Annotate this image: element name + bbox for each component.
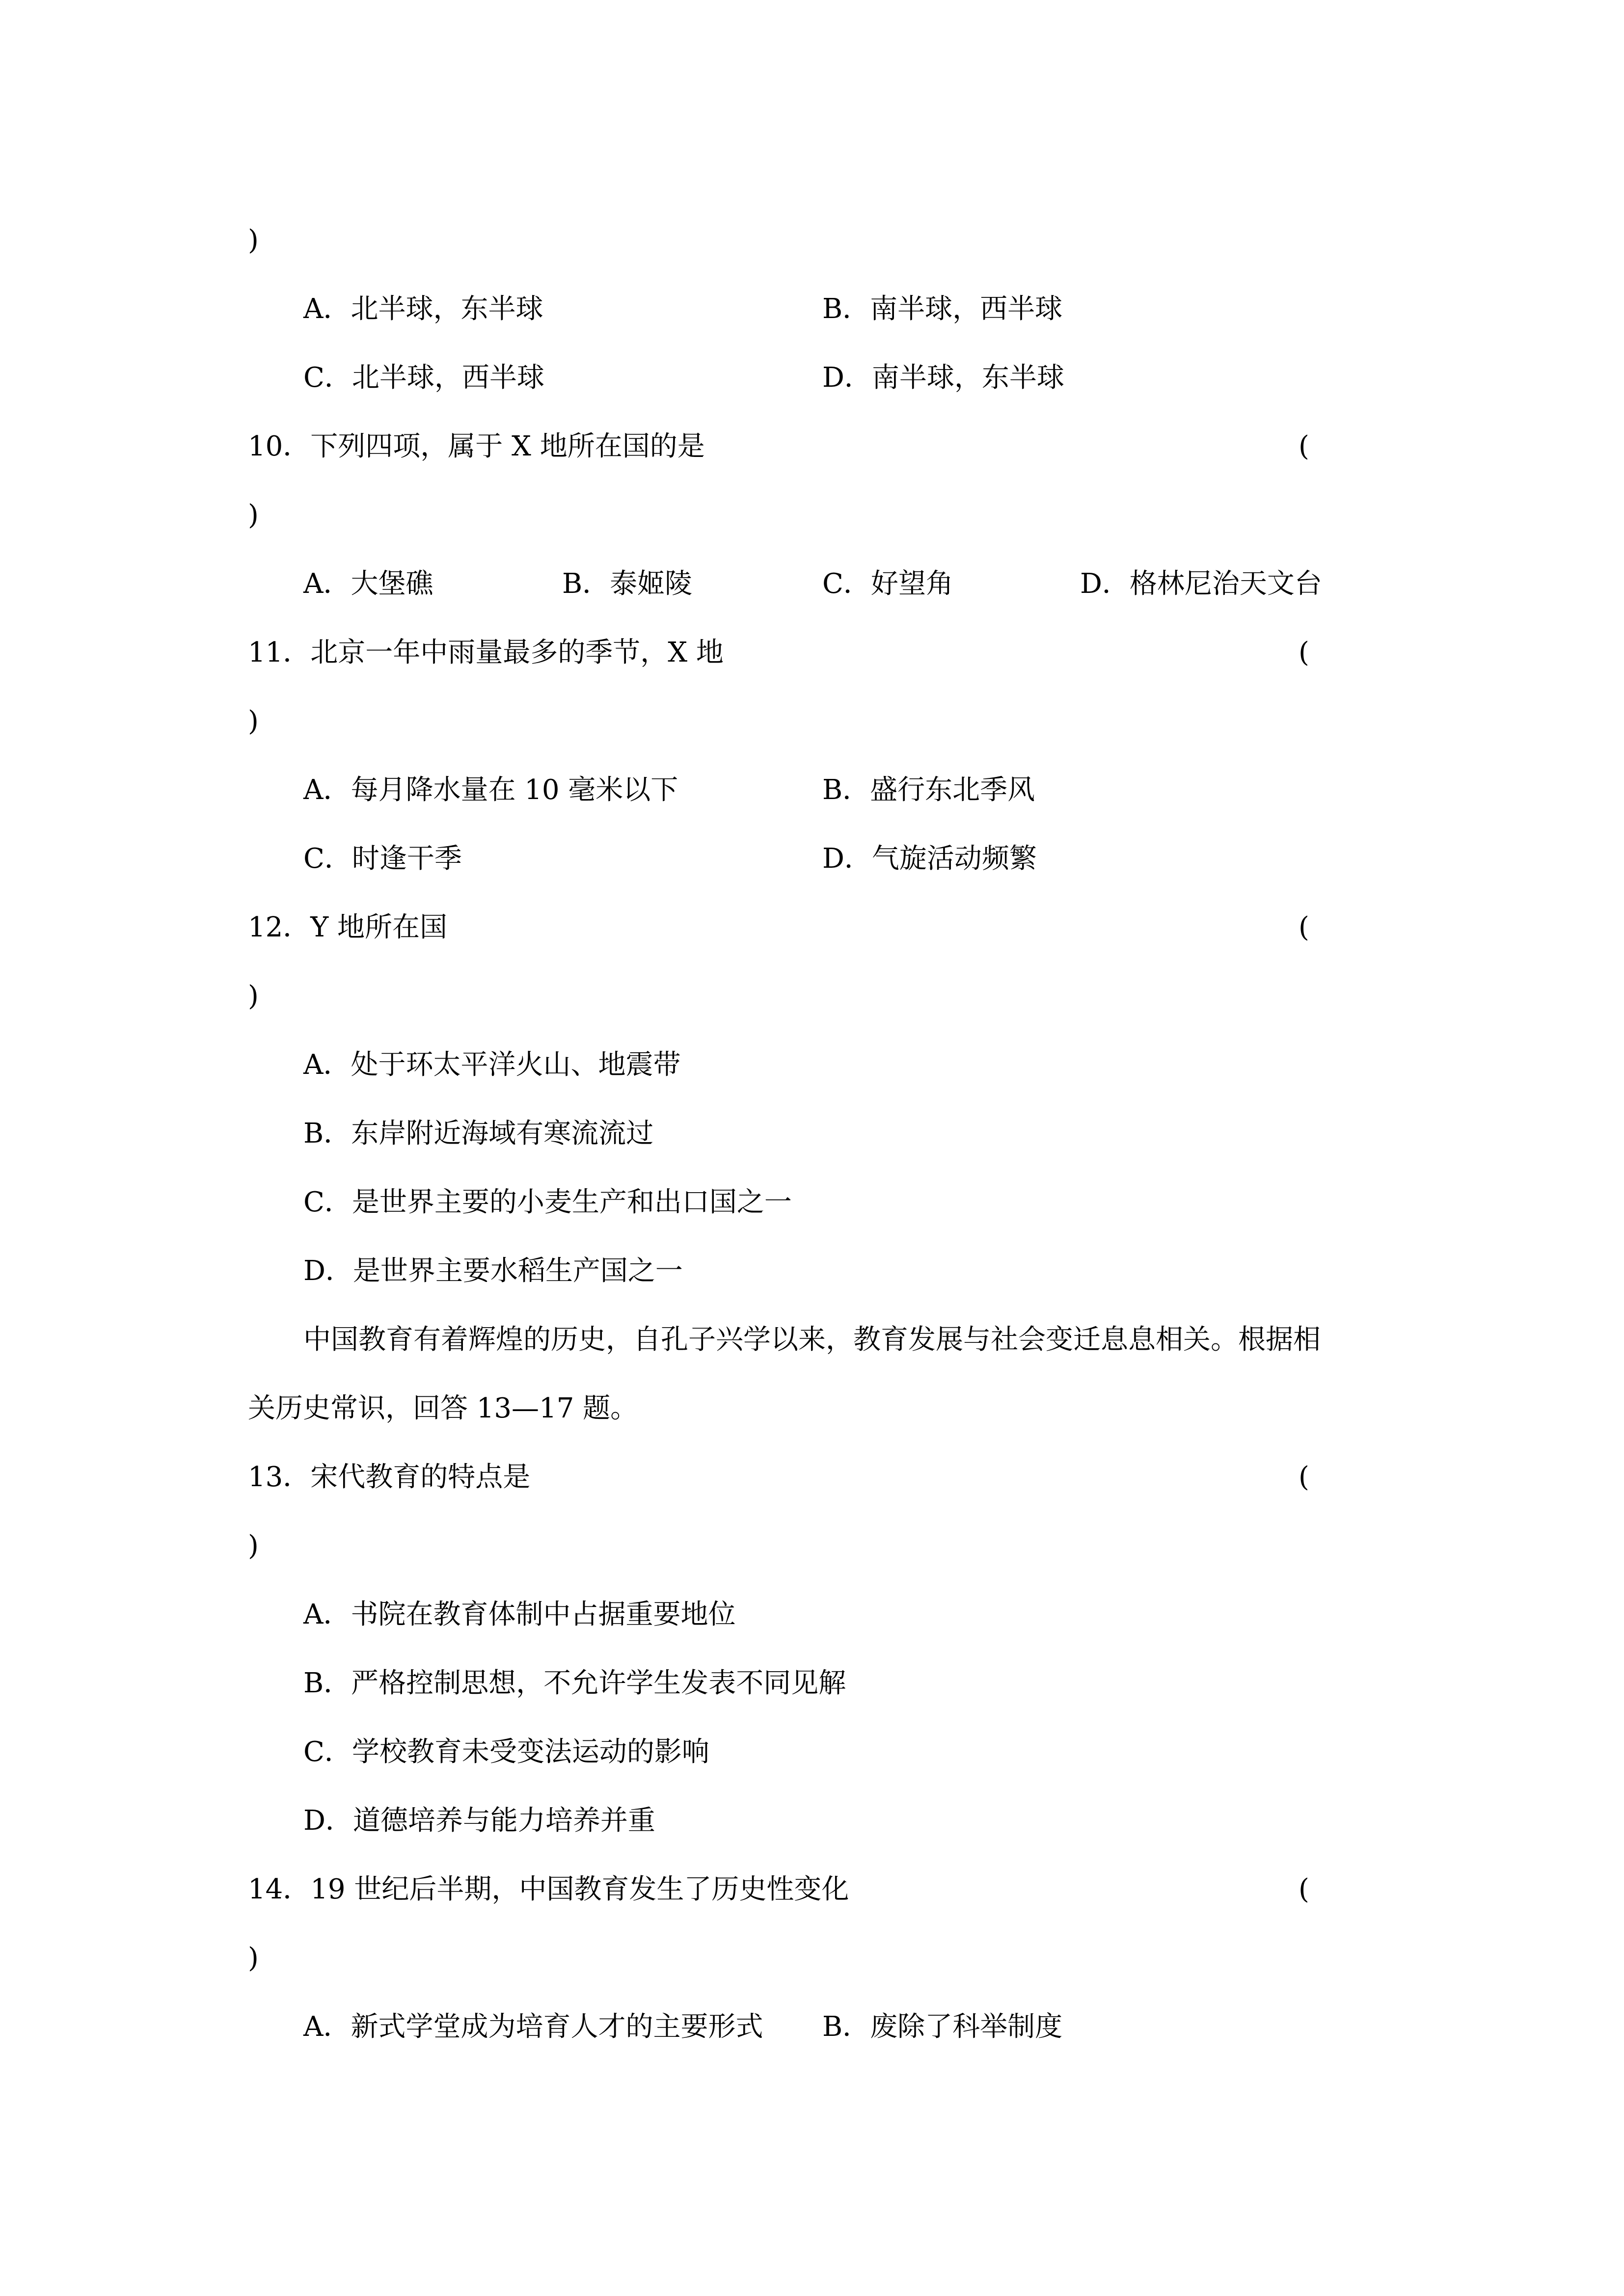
q13-close-paren: ) xyxy=(248,1530,259,1562)
q12-open-paren: ( xyxy=(1299,911,1309,943)
q10-stem: 10．下列四项，属于 X 地所在国的是 xyxy=(248,430,705,462)
q13-open-paren: ( xyxy=(1299,1461,1309,1493)
q10-option-d: D．格林尼治天文台 xyxy=(1080,568,1322,600)
intro-paragraph-line-1: 中国教育有着辉煌的历史，自孔子兴学以来，教育发展与社会变迁息息相关。根据相 xyxy=(303,1324,1321,1356)
q13-option-a: A．书院在教育体制中占据重要地位 xyxy=(303,1599,736,1630)
q12-option-a: A．处于环太平洋火山、地震带 xyxy=(303,1049,681,1081)
q14-option-b: B．废除了科举制度 xyxy=(822,2011,1063,2043)
intro-paragraph-line-2: 关历史常识，回答 13—17 题。 xyxy=(248,1392,638,1424)
q9-option-d: D．南半球，东半球 xyxy=(822,362,1064,394)
q11-option-a: A．每月降水量在 10 毫米以下 xyxy=(303,774,678,806)
q10-open-paren: ( xyxy=(1299,430,1309,462)
q11-option-c: C．时逢干季 xyxy=(303,843,462,875)
q11-option-d: D．气旋活动频繁 xyxy=(822,843,1037,875)
q10-option-b: B．泰姬陵 xyxy=(562,568,693,600)
q13-option-b: B．严格控制思想，不允许学生发表不同见解 xyxy=(303,1667,846,1699)
q10-option-a: A．大堡礁 xyxy=(303,568,433,600)
q14-stem: 14．19 世纪后半期，中国教育发生了历史性变化 xyxy=(248,1873,849,1905)
q11-stem: 11．北京一年中雨量最多的季节，X 地 xyxy=(248,637,724,668)
q12-option-c: C．是世界主要的小麦生产和出口国之一 xyxy=(303,1186,792,1218)
q14-open-paren: ( xyxy=(1299,1873,1309,1905)
q11-open-paren: ( xyxy=(1299,637,1309,668)
q9-option-b: B．南半球，西半球 xyxy=(822,293,1063,325)
q13-option-c: C．学校教育未受变法运动的影响 xyxy=(303,1736,709,1768)
q13-stem: 13．宋代教育的特点是 xyxy=(248,1461,531,1493)
q9-close-paren: ) xyxy=(248,224,259,256)
q14-option-a: A．新式学堂成为培育人才的主要形式 xyxy=(303,2011,763,2043)
q9-option-a: A．北半球，东半球 xyxy=(303,293,543,325)
q10-option-c: C．好望角 xyxy=(822,568,953,600)
q12-option-b: B．东岸附近海域有寒流流过 xyxy=(303,1118,654,1149)
q14-close-paren: ) xyxy=(248,1942,259,1974)
q11-close-paren: ) xyxy=(248,705,259,737)
q10-close-paren: ) xyxy=(248,499,259,531)
q12-close-paren: ) xyxy=(248,980,259,1012)
q11-option-b: B．盛行东北季风 xyxy=(822,774,1035,806)
q12-option-d: D．是世界主要水稻生产国之一 xyxy=(303,1255,683,1287)
q9-option-c: C．北半球，西半球 xyxy=(303,362,544,394)
q12-stem: 12．Y 地所在国 xyxy=(248,911,448,943)
q13-option-d: D．道德培养与能力培养并重 xyxy=(303,1805,655,1837)
